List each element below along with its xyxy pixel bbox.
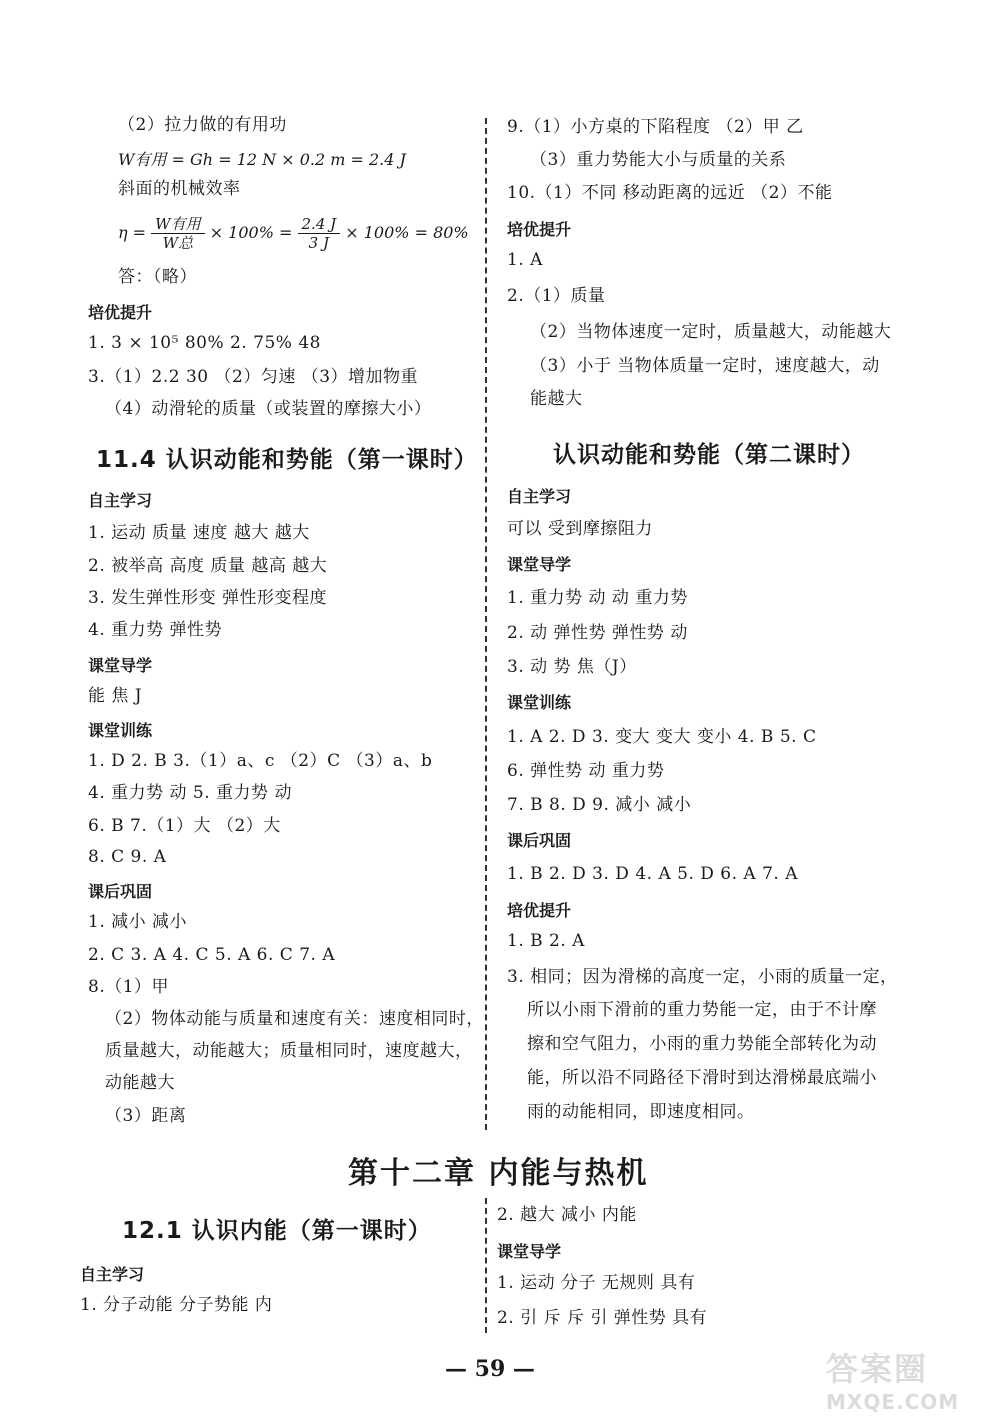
watermark-logo <box>826 1344 986 1414</box>
left-peiyou-2: 3.（1）2.2 30 （2）匀速 （3）增加物重 <box>88 367 419 387</box>
left-xunlian-1: 1. D 2. B 3.（1）a、c （2）C （3）a、b <box>88 751 433 771</box>
left-xunlian-2: 4. 重力势 动 5. 重力势 动 <box>88 783 292 803</box>
right-peiyou-4: （3）小于 当物体质量一定时，速度越大，动 <box>530 356 880 376</box>
fraction-2-den: 3 J <box>308 234 329 252</box>
left-zizhu-1: 1. 运动 质量 速度 越大 越大 <box>88 523 310 543</box>
left-gonggu-2: 2. C 3. A 4. C 5. A 6. C 7. A <box>88 945 336 965</box>
heading-xunlian-left: 课堂训练 <box>88 721 153 740</box>
left-gonggu-1: 1. 减小 减小 <box>88 912 188 932</box>
right-peiyou-5: 能越大 <box>530 389 583 409</box>
heading-xunlian-right: 课堂训练 <box>507 693 572 712</box>
left-peiyou-1: 1. 3 × 10⁵ 80% 2. 75% 48 <box>88 333 321 353</box>
fraction-2 <box>298 215 341 252</box>
right-peiyou2-5: 能，所以沿不同路径下滑时到达滑梯最底端小 <box>527 1068 877 1088</box>
bottom-right-line-1: 2. 越大 减小 内能 <box>497 1205 637 1225</box>
heading-zizhu-bottom: 自主学习 <box>80 1265 145 1284</box>
left-zizhu-4: 4. 重力势 弹性势 <box>88 620 223 640</box>
section-title-12-1: 12.1 认识内能（第一课时） <box>122 1218 432 1244</box>
eq-mid: × 100% = <box>209 223 293 242</box>
fraction-1-num: W有用 <box>151 215 204 234</box>
right-gonggu-1: 1. B 2. D 3. D 4. A 5. D 6. A 7. A <box>507 864 799 884</box>
left-gonggu-3: 8.（1）甲 <box>88 977 170 997</box>
right-peiyou-2: 2.（1）质量 <box>507 286 606 306</box>
left-daoxue-1: 能 焦 J <box>88 686 143 706</box>
left-xunlian-4: 8. C 9. A <box>88 847 167 867</box>
column-divider-top <box>485 118 487 1130</box>
right-peiyou2-3: 所以小雨下滑前的重力势能一定，由于不计摩 <box>527 1000 877 1020</box>
page-number: — 59 — <box>445 1356 535 1382</box>
fraction-1-den: W总 <box>162 234 194 252</box>
right-line-3: 10.（1）不同 移动距离的远近 （2）不能 <box>507 183 833 203</box>
chapter-title: 第十二章 内能与热机 <box>348 1156 649 1191</box>
section-title-11-4: 11.4 认识动能和势能（第一课时） <box>96 447 478 473</box>
heading-gonggu-left: 课后巩固 <box>88 882 153 901</box>
watermark-bottom-text: MXQE.COM <box>826 1390 960 1414</box>
right-line-1: 9.（1）小方桌的下陷程度 （2）甲 乙 <box>507 117 804 137</box>
fraction-1 <box>151 215 204 252</box>
right-peiyou-3: （2）当物体速度一定时，质量越大，动能越大 <box>530 322 892 342</box>
bottom-left-zizhu-1: 1. 分子动能 分子势能 内 <box>80 1295 273 1315</box>
heading-daoxue-bottom: 课堂导学 <box>497 1242 562 1261</box>
left-line-1: （2）拉力做的有用功 <box>118 115 287 135</box>
right-line-2: （3）重力势能大小与质量的关系 <box>530 150 787 170</box>
right-xunlian-2: 6. 弹性势 动 重力势 <box>507 761 665 781</box>
heading-zizhu-left: 自主学习 <box>88 491 153 510</box>
heading-daoxue-right: 课堂导学 <box>507 555 572 574</box>
left-gonggu-7: （3）距离 <box>105 1106 187 1126</box>
left-zizhu-2: 2. 被举高 高度 质量 越高 越大 <box>88 556 328 576</box>
left-gonggu-6: 动能越大 <box>105 1073 175 1093</box>
heading-peiyou-right: 培优提升 <box>507 220 572 239</box>
heading-zizhu-right: 自主学习 <box>507 487 572 506</box>
right-peiyou2-1: 1. B 2. A <box>507 931 585 951</box>
heading-daoxue-left: 课堂导学 <box>88 656 153 675</box>
bottom-right-daoxue-2: 2. 引 斥 斥 引 弹性势 具有 <box>497 1308 708 1328</box>
left-useful-work-equation: W有用 = Gh = 12 N × 0.2 m = 2.4 J <box>118 150 406 169</box>
right-peiyou2-4: 擦和空气阻力，小雨的重力势能全部转化为动 <box>527 1034 877 1054</box>
right-zizhu-1: 可以 受到摩擦阻力 <box>507 519 653 539</box>
right-xunlian-1: 1. A 2. D 3. 变大 变大 变小 4. B 5. C <box>507 727 817 747</box>
heading-peiyou-right-2: 培优提升 <box>507 901 572 920</box>
watermark-top-text: 答案圈 <box>826 1350 929 1388</box>
right-peiyou-1: 1. A <box>507 250 543 270</box>
left-xunlian-3: 6. B 7.（1）大 （2）大 <box>88 816 281 836</box>
heading-peiyou-left: 培优提升 <box>88 303 153 322</box>
right-daoxue-1: 1. 重力势 动 动 重力势 <box>507 588 688 608</box>
left-line-3: 斜面的机械效率 <box>118 179 241 199</box>
left-zizhu-3: 3. 发生弹性形变 弹性形变程度 <box>88 588 328 608</box>
section-title-second-lesson: 认识动能和势能（第二课时） <box>553 442 865 468</box>
right-peiyou2-6: 雨的动能相同，即速度相同。 <box>527 1102 755 1122</box>
efficiency-equation <box>118 215 469 252</box>
right-daoxue-2: 2. 动 弹性势 弹性势 动 <box>507 623 688 643</box>
bottom-right-daoxue-1: 1. 运动 分子 无规则 具有 <box>497 1273 696 1293</box>
eq-suffix: × 100% = 80% <box>345 223 469 242</box>
left-gonggu-4: （2）物体动能与质量和速度有关：速度相同时， <box>105 1009 484 1029</box>
eq-prefix: η = <box>118 223 147 242</box>
right-xunlian-3: 7. B 8. D 9. 减小 减小 <box>507 795 692 815</box>
heading-gonggu-right: 课后巩固 <box>507 831 572 850</box>
left-answer-line: 答：（略） <box>118 267 197 287</box>
left-gonggu-5: 质量越大，动能越大；质量相同时，速度越大， <box>105 1041 473 1061</box>
left-peiyou-3: （4）动滑轮的质量（或装置的摩擦大小） <box>105 399 432 419</box>
right-daoxue-3: 3. 动 势 焦（J） <box>507 657 637 677</box>
right-peiyou2-2: 3. 相同；因为滑梯的高度一定，小雨的质量一定， <box>507 967 898 987</box>
fraction-2-num: 2.4 J <box>298 215 341 234</box>
column-divider-bottom <box>485 1198 487 1333</box>
